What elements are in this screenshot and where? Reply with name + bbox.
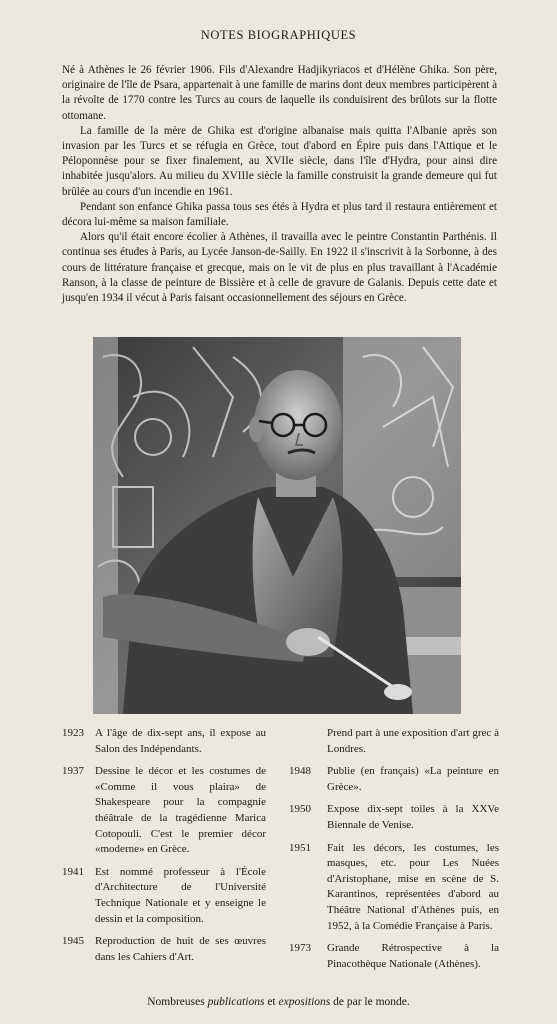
footer-text: et [264,996,279,1008]
entry-year: 1937 [62,765,84,778]
entry-year: 1948 [289,765,311,778]
chronology-entry [62,865,266,927]
footer-text: de par le monde. [330,996,410,1008]
biography-text [62,63,497,306]
entry-text: Fait les décors, les costumes, les masques, etc. pour Les Nuées d'Aristophane, mise en scène de S. Karantinos, représentées d'abord au Théâtre National d'Athènes puis, en 1952, à la Comédie Française à Paris. [327,841,499,932]
entry-text-continued: Prend part à une exposition d'art grec à Londres. [327,727,499,755]
page-title: NOTES BIOGRAPHIQUES [200,28,357,42]
entry-text: Grande Rétrospective à la Pinacothèque Nationale (Athènes). [327,942,499,970]
portrait-image [93,337,461,714]
paragraph: Pendant son enfance Ghika passa tous ses étés à Hydra et plus tard il restaura entièrement et décora lui-même sa maison familiale. [62,200,497,229]
entry-year: 1945 [62,935,84,948]
footer-expositions: expositions [278,996,331,1008]
paragraph: Né à Athènes le 26 février 1906. Fils d'Alexandre Hadjikyriacos et d'Hélène Ghika. Son père, originaire de l'île de Psara, appartenait à une famille de marins dont deux membres participèrent à la révolte de 1770 contre les Turcs au cours de laquelle ils conduisirent des brûlots sur la flotte ottomane. [62,64,497,122]
entry-text: Est nommé professeur à l'École d'Architecture de l'Université Technique Nationale et y enseigne le dessin et la composition. [95,865,266,925]
chronology-entry [62,764,266,858]
chronology-entry [289,802,499,833]
footer-publications: publications [207,996,265,1008]
footer-note [0,996,557,1008]
entry-text: Publie (en français) «La peinture en Grèce». [327,765,499,793]
entry-year: 1923 [62,727,84,739]
chronology-entry [289,941,499,972]
portrait-photo [93,337,461,714]
entry-year: 1950 [289,803,311,816]
chronology-entry [62,934,266,965]
chronology-right-column [289,726,499,979]
entry-year: 1951 [289,841,311,854]
paragraph: La famille de la mère de Ghika est d'origine albanaise mais quitta l'Albanie après son invasion par les Turcs et se réfugia en Grèce, tout d'abord en Épire puis dans l'Attique et le Péloponnèse pour se fixer finalement, au XVIIe siècle, dans l'île d'Hydra, pour ainsi dire inhabitée jusqu'alors. Au milieu du XVIIIe siècle la famille construisit la grande demeure qui fut brûlée au cours d'un incendie en 1961. [62,124,497,198]
entry-year: 1941 [62,865,84,878]
chronology-entry [289,764,499,795]
chronology-entry [289,841,499,935]
paragraph: Alors qu'il était encore écolier à Athènes, il travailla avec le peintre Constantin Parthénis. Il continua ses études à Paris, au Lycée Janson-de-Sailly. En 1922 il s'inscrivit à la Sorbonne, à des cours de littérature française et grecque, mais on le vit de plus en plus travaillant à l'Académie Ranson, à la classe de peinture de Bissière et à celle de gravure de Galanis. Depuis cette date et jusqu'en 1934 il vécut à Paris faisant occasionnellement des séjours en Grèce. [62,231,497,305]
entry-text: A l'âge de dix-sept ans, il expose au Salon des Indépendants. [95,727,266,755]
chronology-left-column [62,726,266,972]
chronology-entry [62,726,266,757]
entry-text: Reproduction de huit de ses œuvres dans les Cahiers d'Art. [95,935,266,963]
footer-text: Nombreuses [147,996,208,1008]
entry-text: Dessine le décor et les costumes de «Comme il vous plaira» de Shakespeare pour la compagnie théâtrale de la tragédienne Marica Cotopouli. C'est le premier décor «moderne» en Grèce. [95,765,266,856]
entry-text: Expose dix-sept toiles à la XXVe Biennale de Venise. [327,803,499,831]
entry-year: 1973 [289,942,311,955]
